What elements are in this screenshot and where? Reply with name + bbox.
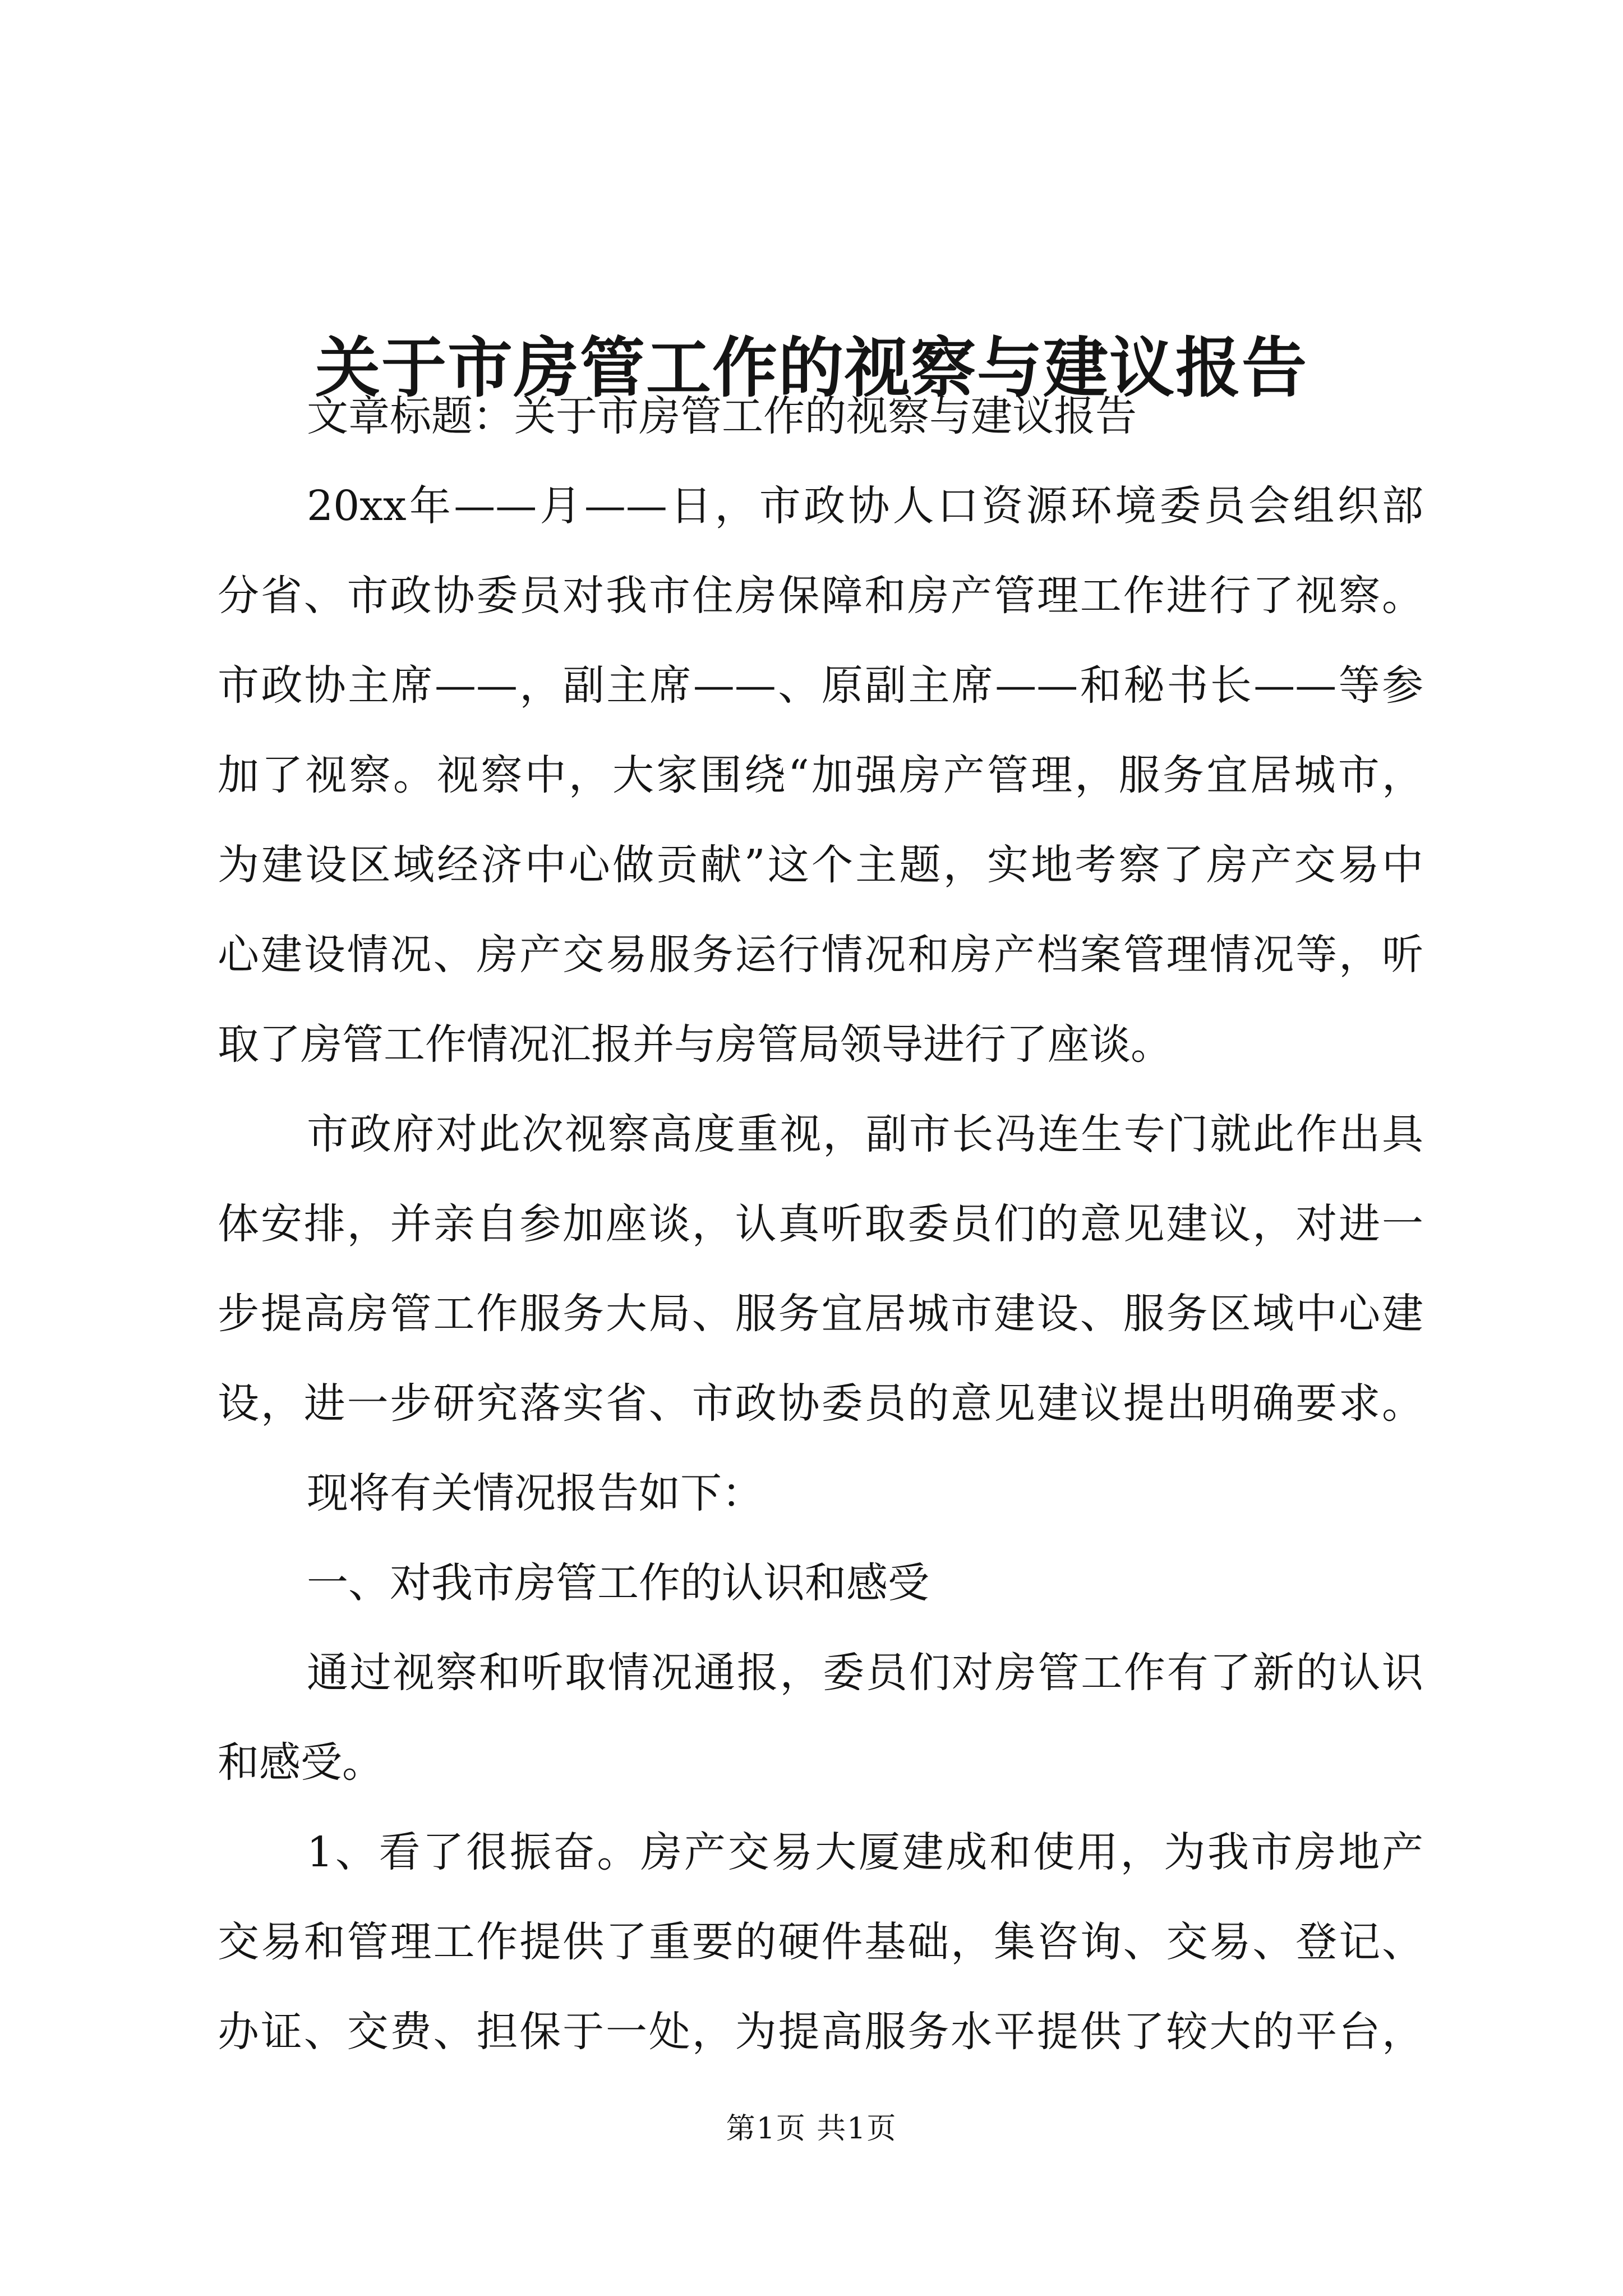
page-footer: 第1页 共1页 bbox=[726, 2112, 897, 2146]
body-line: 现将有关情况报告如下： bbox=[307, 1469, 763, 1517]
body-line: 加了视察。视察中，大家围绕“加强房产管理，服务宜居城市， bbox=[218, 751, 1423, 799]
body-line: 交易和管理工作提供了重要的硬件基础，集咨询、交易、登记、 bbox=[218, 1918, 1423, 1966]
body-line: 体安排，并亲自参加座谈，认真听取委员们的意见建议，对进一 bbox=[218, 1200, 1423, 1248]
body-line: 市政协主席——，副主席——、原副主席——和秘书长——等参 bbox=[218, 661, 1423, 710]
body-line: 设，进一步研究落实省、市政协委员的意见建议提出明确要求。 bbox=[218, 1379, 1423, 1428]
article-title-line: 文章标题：关于市房管工作的视察与建议报告 bbox=[307, 392, 1137, 440]
body-line: 取了房管工作情况汇报并与房管局领导进行了座谈。 bbox=[218, 1020, 1172, 1069]
document-title: 关于市房管工作的视察与建议报告 bbox=[315, 329, 1308, 406]
body-line: 市政府对此次视察高度重视，副市长冯连生专门就此作出具 bbox=[307, 1110, 1423, 1158]
body-line: 1、看了很振奋。房产交易大厦建成和使用，为我市房地产 bbox=[307, 1828, 1423, 1876]
body-line: 步提高房管工作服务大局、服务宜居城市建设、服务区域中心建 bbox=[218, 1290, 1423, 1338]
body-line: 办证、交费、担保于一处，为提高服务水平提供了较大的平台， bbox=[218, 2008, 1423, 2056]
body-line: 通过视察和听取情况通报，委员们对房管工作有了新的认识 bbox=[307, 1649, 1423, 1697]
body-line: 心建设情况、房产交易服务运行情况和房产档案管理情况等，听 bbox=[218, 931, 1423, 979]
body-line: 为建设区域经济中心做贡献”这个主题，实地考察了房产交易中 bbox=[218, 841, 1423, 889]
body-line: 和感受。 bbox=[218, 1738, 384, 1787]
body-line: 分省、市政协委员对我市住房保障和房产管理工作进行了视察。 bbox=[218, 572, 1423, 620]
section-heading: 一、对我市房管工作的认识和感受 bbox=[307, 1559, 929, 1607]
body-line: 20xx年——月——日，市政协人口资源环境委员会组织部 bbox=[307, 482, 1423, 530]
